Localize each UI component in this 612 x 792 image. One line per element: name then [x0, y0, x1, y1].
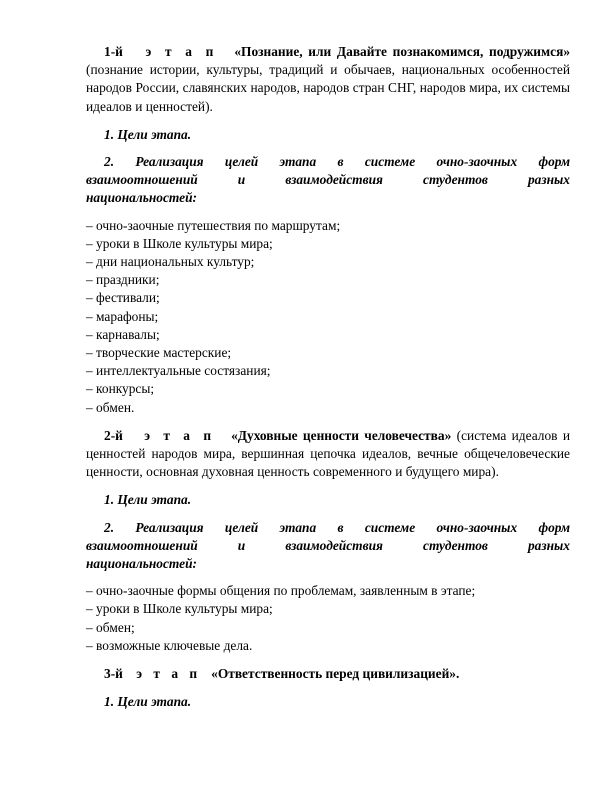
document-page [86, 43, 570, 712]
stage1-label: э т а п [145, 44, 218, 59]
list-item: – интеллектуальные состязания; [86, 363, 271, 379]
list-item: – праздники; [86, 272, 160, 288]
list-item: – очно-заочные формы общения по проблемам, заявленным в этапе; [86, 583, 476, 599]
list-item: – карнавалы; [86, 326, 160, 342]
list-item: – конкурсы; [86, 381, 155, 397]
stage1-implementation [86, 153, 570, 208]
stage2-implementation [86, 519, 570, 574]
stage2-impl-line2: взаимоотношений и взаимодействия студентов разных [86, 537, 570, 553]
list-item: – очно-заочные путешествия по маршрутам; [86, 217, 341, 233]
list-item: – возможные ключевые дела. [86, 637, 253, 653]
stage3-number: 3-й [104, 666, 123, 682]
stage1-number: 1-й [104, 44, 123, 59]
stage3-goals: 1. Цели этапа. [104, 694, 192, 710]
list-item: – уроки в Школе культуры мира; [86, 235, 273, 251]
stage1-description: (познание истории, культуры, традиций и обычаев, национальных особенностей народов России, славянских народов, народов стран СНГ, народов мира, их системы идеалов и ценностей). [86, 62, 570, 114]
list-item: – дни национальных культур; [86, 254, 255, 270]
stage2-title: «Духовные ценности человечества» [231, 427, 452, 443]
stage2-paragraph [86, 427, 570, 482]
list-item: – творческие мастерские; [86, 345, 232, 361]
stage3-title: «Ответственность перед цивилизацией». [211, 666, 460, 682]
stage2-impl-line1: 2. Реализация целей этапа в системе очно-заочных форм [104, 519, 570, 535]
stage2-label: э т а п [144, 427, 216, 443]
stage1-impl-line1: 2. Реализация целей этапа в системе очно-заочных форм [104, 154, 570, 170]
stage1-paragraph [86, 43, 570, 116]
list-item: – фестивали; [86, 290, 160, 306]
list-item: – марафоны; [86, 308, 159, 324]
stage2-list [86, 582, 570, 655]
stage1-impl-line2: взаимоотношений и взаимодействия студентов разных [86, 172, 570, 188]
list-item: – обмен; [86, 619, 135, 635]
stage2-description: (система идеалов и ценностей народов мира, вершинная цепочка идеалов, вечные общечеловеческие ценности, основная духовная ценность современного и будущего мира). [86, 427, 570, 480]
stage1-title: «Познание, или Давайте познакомимся, подружимся» [234, 44, 571, 59]
stage1-list [86, 217, 570, 417]
stage2-goals: 1. Цели этапа. [104, 492, 192, 508]
stage1-goals: 1. Цели этапа. [104, 126, 192, 142]
list-item: – обмен. [86, 399, 135, 415]
stage3-label: э т а п [136, 666, 202, 682]
stage2-number: 2-й [104, 427, 123, 443]
stage2-impl-line3: национальностей: [86, 556, 198, 572]
stage1-impl-line3: национальностей: [86, 190, 198, 206]
list-item: – уроки в Школе культуры мира; [86, 601, 273, 617]
stage3-paragraph [86, 665, 570, 683]
